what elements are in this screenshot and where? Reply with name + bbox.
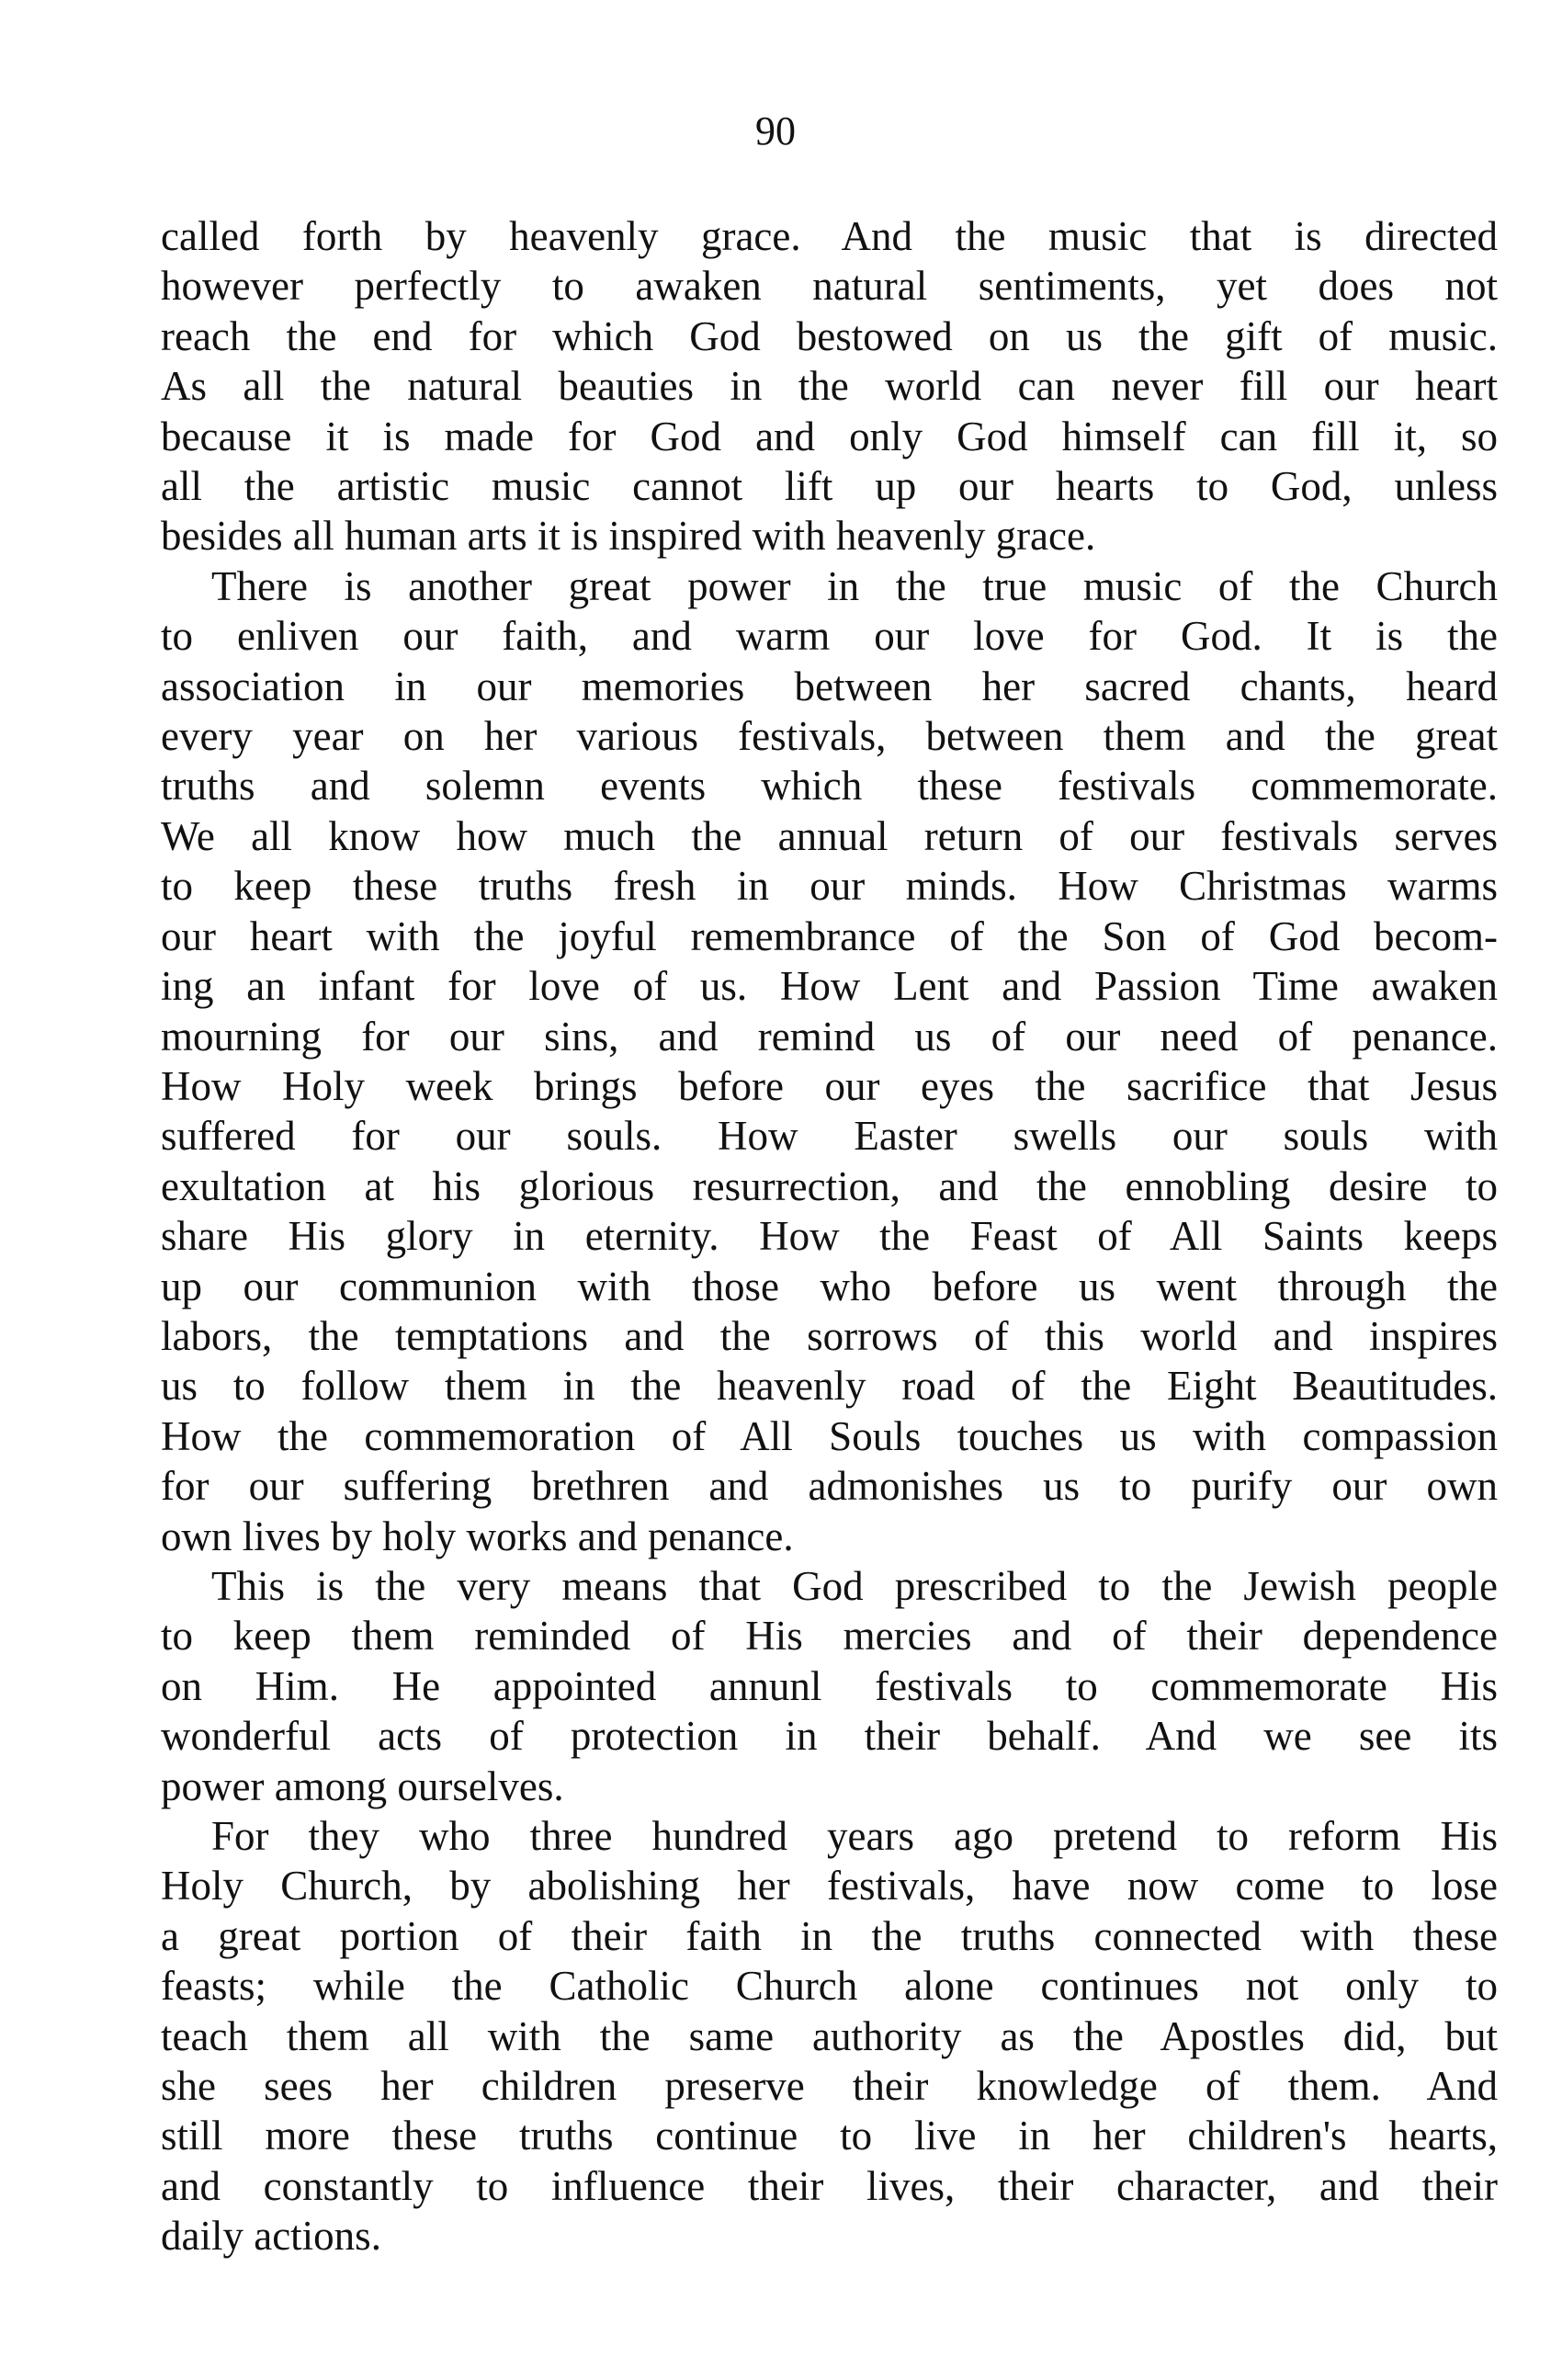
paragraph — [161, 1811, 1498, 2261]
paragraph — [161, 1561, 1498, 1811]
text-line: feasts; while the Catholic Church alone continues not only to — [161, 1963, 1498, 2010]
body-text — [161, 211, 1498, 2261]
text-line: suffered for our souls. How Easter swells our souls with — [161, 1113, 1498, 1160]
text-line: still more these truths continue to live in her children's hearts, — [161, 2113, 1498, 2159]
text-line: up our communion with those who before us went through the — [161, 1263, 1498, 1309]
text-line: wonderful acts of protection in their behalf. And we see its — [161, 1713, 1498, 1760]
text-line: share His glory in eternity. How the Feast of All Saints keeps — [161, 1213, 1498, 1260]
text-line: on Him. He appointed annunl festivals to commemorate His — [161, 1662, 1498, 1709]
page-number: 90 — [755, 108, 796, 153]
text-line: truths and solemn events which these festivals commemorate. — [161, 763, 1498, 810]
text-line: us to follow them in the heavenly road of the Eight Beautitudes. — [161, 1363, 1498, 1410]
text-line: For they who three hundred years ago pretend to reform His — [211, 1813, 1498, 1859]
paragraph — [161, 561, 1498, 1561]
text-line: for our suffering brethren and admonishes us to purify our own — [161, 1463, 1498, 1510]
text-line: to keep them reminded of His mercies and of their dependence — [161, 1613, 1498, 1660]
text-line: We all know how much the annual return of our festivals serves — [161, 812, 1498, 859]
text-line: daily actions. — [161, 2213, 381, 2260]
text-line: As all the natural beauties in the world can never fill our heart — [161, 363, 1498, 410]
text-line: because it is made for God and only God himself can fill it, so — [161, 413, 1498, 459]
text-line: There is another great power in the true music of the Church — [211, 562, 1498, 609]
text-line: teach them all with the same authority as the Apostles did, but — [161, 2012, 1498, 2059]
text-line: however perfectly to awaken natural sentiments, yet does not — [161, 263, 1498, 310]
text-line: Holy Church, by abolishing her festivals, have now come to lose — [161, 1863, 1498, 1910]
text-line: reach the end for which God bestowed on us the gift of music. — [161, 312, 1498, 359]
text-line: own lives by holy works and penance. — [161, 1513, 794, 1559]
text-line: our heart with the joyful remembrance of the Son of God becom- — [161, 912, 1498, 959]
text-line: and constantly to influence their lives, their character, and their — [161, 2162, 1498, 2209]
text-line: power among ourselves. — [161, 1762, 564, 1809]
text-line: mourning for our sins, and remind us of our need of penance. — [161, 1013, 1498, 1060]
text-line: This is the very means that God prescribed to the Jewish people — [211, 1562, 1498, 1609]
text-line: How Holy week brings before our eyes the sacrifice that Jesus — [161, 1062, 1498, 1109]
text-line: besides all human arts it is inspired with heavenly grace. — [161, 513, 1096, 560]
text-line: to keep these truths fresh in our minds. How Christmas warms — [161, 863, 1498, 910]
text-line: to enliven our faith, and warm our love for God. It is the — [161, 613, 1498, 660]
text-line: all the artistic music cannot lift up our hearts to God, unless — [161, 463, 1498, 510]
text-line: a great portion of their faith in the truths connected with these — [161, 1912, 1498, 1959]
text-line: How the commemoration of All Souls touches us with compassion — [161, 1412, 1498, 1459]
paragraph — [161, 211, 1498, 561]
text-line: called forth by heavenly grace. And the music that is directed — [161, 213, 1498, 259]
text-line: association in our memories between her sacred chants, heard — [161, 663, 1498, 709]
text-line: she sees her children preserve their knowledge of them. And — [161, 2063, 1498, 2110]
text-line: every year on her various festivals, between them and the great — [161, 713, 1498, 760]
text-line: ing an infant for love of us. How Lent and Passion Time awaken — [161, 963, 1498, 1010]
text-line: labors, the temptations and the sorrows of this world and inspires — [161, 1312, 1498, 1359]
text-line: exultation at his glorious resurrection, and the ennobling desire to — [161, 1162, 1498, 1209]
